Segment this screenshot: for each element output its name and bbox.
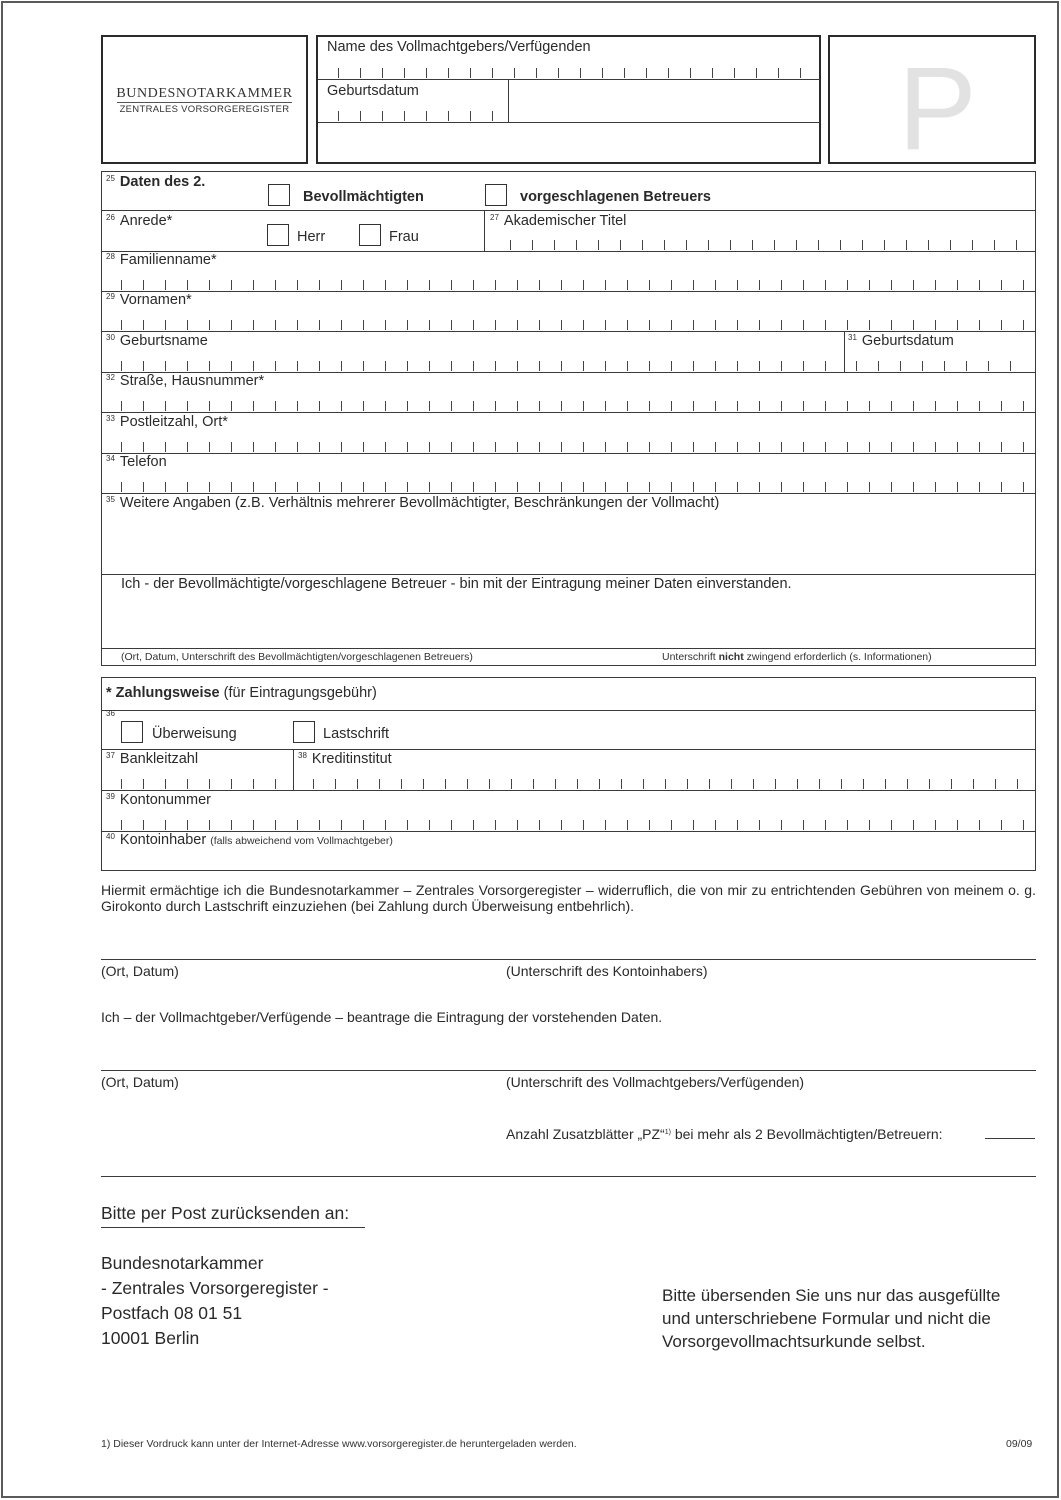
consent-signature-caption: (Ort, Datum, Unterschrift des Bevollmächtigten/vorgeschlagenen Betreuers) <box>121 651 473 663</box>
field-36-number: 36 <box>106 709 115 718</box>
account-holder-label: $^{40}$ Kontoinhaber (falls abweichend vom Vollmachtgeber) <box>106 832 393 848</box>
address-line: Bundesnotarkammer <box>101 1253 264 1273</box>
divider <box>101 959 1036 960</box>
address-line: Postfach 08 01 51 <box>101 1303 243 1323</box>
divider <box>101 251 1036 252</box>
logo-title: BUNDESNOTARKAMMER <box>116 86 293 101</box>
field-25-label: $^{25}$ Daten des 2. <box>106 174 206 190</box>
return-heading-underline <box>101 1227 365 1228</box>
debit-authorization-text: Hiermit ermächtige ich die Bundesnotarkammer – Zentrales Vorsorgeregister – widerruflich, die von mir zu entrichtenden Gebühren von meinem o. g. Girokonto durch Lastschrift einzuziehen (bei Zahlung durch Überweisung entbehrlich). <box>101 882 1036 914</box>
divider <box>101 574 1036 575</box>
divider <box>293 749 294 790</box>
phone-label: $^{34}$ Telefon <box>106 454 167 470</box>
note-line: und unterschriebene Formular und nicht die <box>662 1309 991 1328</box>
street-label: $^{32}$ Straße, Hausnummer* <box>106 373 265 389</box>
sig2-signature-caption: (Unterschrift des Vollmachtgebers/Verfügenden) <box>506 1074 805 1090</box>
address-line: - Zentrales Vorsorgeregister - <box>101 1278 329 1298</box>
birthname-field[interactable] <box>121 361 841 371</box>
principal-birthdate-field[interactable] <box>338 111 498 121</box>
divider <box>844 331 845 372</box>
extra-sheets-field[interactable] <box>985 1124 1035 1138</box>
account-label: $^{39}$ Kontonummer <box>106 792 211 808</box>
divider <box>318 79 820 80</box>
account-holder-field[interactable] <box>110 850 1030 868</box>
signature-optional-note: Unterschrift nicht zwingend erforderlich (s. Informationen) <box>662 651 932 663</box>
checkbox-debit-label: Lastschrift <box>323 726 390 742</box>
divider <box>101 1176 1036 1177</box>
divider <box>484 210 485 251</box>
return-heading: Bitte per Post zurücksenden an: <box>101 1203 350 1223</box>
divider <box>101 412 1036 413</box>
salutation-label: $^{26}$ Anrede* <box>106 213 173 229</box>
divider <box>101 291 1036 292</box>
account-holder-signature-field[interactable] <box>101 930 1036 958</box>
checkbox-frau[interactable] <box>359 224 381 246</box>
postal-field[interactable] <box>121 442 1031 452</box>
footnote: 1) Dieser Vordruck kann unter der Internet-Adresse www.vorsorgeregister.de heruntergeladen werden. <box>101 1438 577 1450</box>
divider <box>101 493 1036 494</box>
address-line: 10001 Berlin <box>101 1328 200 1348</box>
divider <box>101 749 1036 750</box>
checkbox-transfer[interactable] <box>121 721 143 743</box>
sig1-signature-caption: (Unterschrift des Kontoinhabers) <box>506 963 708 979</box>
checkbox-herr-label: Herr <box>297 229 326 245</box>
phone-field[interactable] <box>121 482 1031 492</box>
checkbox-authorized[interactable] <box>268 184 290 206</box>
logo-box <box>101 35 308 164</box>
surname-label: $^{28}$ Familienname* <box>106 252 217 268</box>
surname-field[interactable] <box>121 280 1031 290</box>
academic-title-label: $^{27}$ Akademischer Titel <box>490 213 627 229</box>
birthname-label: $^{30}$ Geburtsname <box>106 333 208 349</box>
divider <box>508 79 509 122</box>
note-line: Vorsorgevollmachtsurkunde selbst. <box>662 1332 926 1351</box>
firstnames-field[interactable] <box>121 320 1031 330</box>
divider <box>101 210 1036 211</box>
principal-name-label: Name des Vollmachtgebers/Verfügenden <box>327 39 591 55</box>
form-version: 09/09 <box>1006 1438 1033 1450</box>
checkbox-debit[interactable] <box>293 721 315 743</box>
checkbox-authorized-label: Bevollmächtigten <box>303 189 424 205</box>
sig2-place-date-caption: (Ort, Datum) <box>101 1074 179 1090</box>
payment-title: * Zahlungsweise (für Eintragungsgebühr) <box>106 685 377 701</box>
account-field[interactable] <box>121 820 1031 830</box>
divider <box>101 1070 1036 1071</box>
bank-code-field[interactable] <box>121 779 289 789</box>
principal-signature-field[interactable] <box>101 1040 1036 1069</box>
checkbox-caretaker-label: vorgeschlagenen Betreuers <box>520 189 711 205</box>
bank-code-label: $^{37}$ Bankleitzahl <box>106 751 199 767</box>
street-field[interactable] <box>121 401 1031 411</box>
extra-sheets-line <box>985 1138 1035 1139</box>
form-code-box <box>828 35 1036 175</box>
academic-title-field[interactable] <box>510 240 1030 250</box>
divider <box>101 453 1036 454</box>
bank-field[interactable] <box>313 779 1031 789</box>
consent-signature-field[interactable] <box>110 596 1030 646</box>
logo-subtitle: ZENTRALES VORSORGEREGISTER <box>117 102 292 115</box>
principal-name-box <box>316 35 821 164</box>
form-code-letter: P <box>898 43 977 175</box>
checkbox-herr[interactable] <box>267 224 289 246</box>
consent-text: Ich - der Bevollmächtigte/vorgeschlagene Betreuer - bin mit der Eintragung meiner Daten einverstanden. <box>121 576 792 592</box>
principal-name-field[interactable] <box>338 68 808 78</box>
return-note <box>662 1284 1000 1353</box>
bank-label: $^{38}$ Kreditinstitut <box>298 751 392 767</box>
checkbox-caretaker[interactable] <box>485 184 507 206</box>
divider <box>101 710 1036 711</box>
divider <box>101 648 1036 649</box>
divider <box>318 122 820 123</box>
second-birthdate-field[interactable] <box>856 361 1031 371</box>
divider <box>101 790 1036 791</box>
further-info-label: $^{35}$ Weitere Angaben (z.B. Verhältnis mehrerer Bevollmächtigter, Beschränkungen der Vollmacht) <box>106 495 720 511</box>
note-line: Bitte übersenden Sie uns nur das ausgefüllte <box>662 1286 1001 1305</box>
second-birthdate-label: $^{31}$ Geburtsdatum <box>848 333 954 349</box>
divider <box>101 331 1036 332</box>
checkbox-transfer-label: Überweisung <box>152 726 237 742</box>
firstnames-label: $^{29}$ Vornamen* <box>106 292 192 308</box>
further-info-field[interactable] <box>110 515 1030 570</box>
return-address <box>101 1251 329 1351</box>
sig1-place-date-caption: (Ort, Datum) <box>101 963 179 979</box>
postal-label: $^{33}$ Postleitzahl, Ort* <box>106 414 228 430</box>
principal-birthdate-label: Geburtsdatum <box>327 83 419 99</box>
checkbox-frau-label: Frau <box>389 229 419 245</box>
application-text: Ich – der Vollmachtgeber/Verfügende – beantrage die Eintragung der vorstehenden Daten. <box>101 1009 663 1025</box>
extra-sheets-label: Anzahl Zusatzblätter „PZ“$^{1)}$ bei mehr als 2 Bevollmächtigten/Betreuern: <box>506 1126 943 1142</box>
